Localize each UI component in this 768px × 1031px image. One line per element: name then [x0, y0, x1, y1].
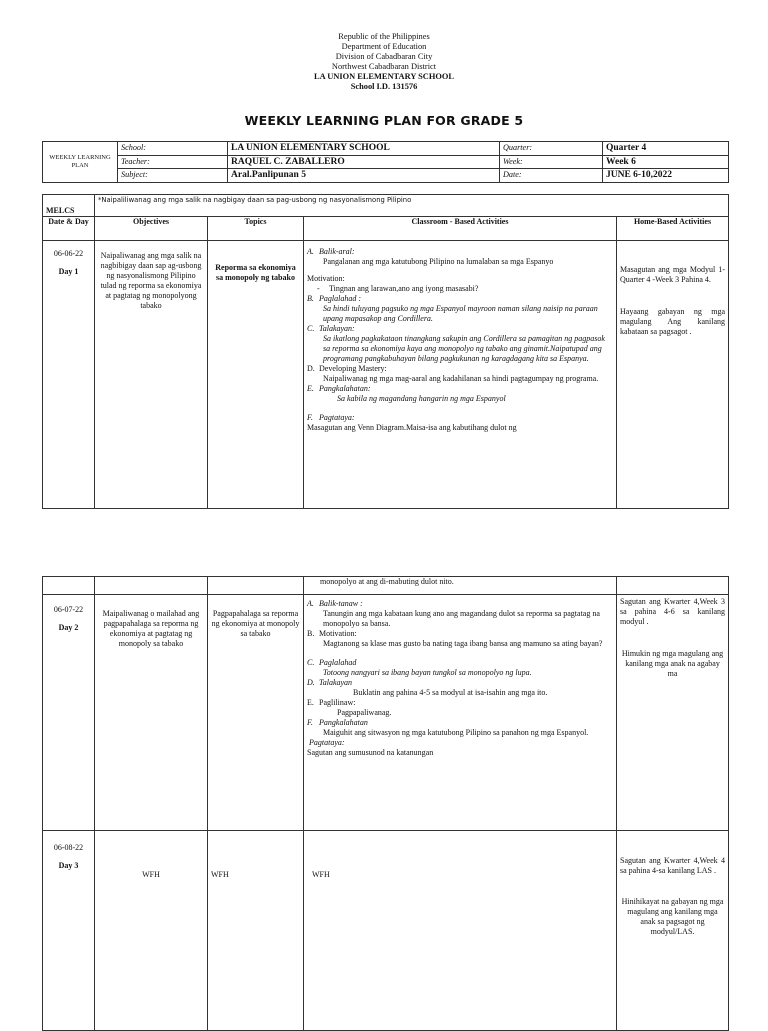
cont-home-cell: [617, 577, 729, 595]
day2-a-label: Balik-tanaw :: [319, 599, 363, 608]
table-row: [43, 577, 729, 595]
table-row: [43, 595, 729, 831]
day2-d-letter: D.: [307, 678, 315, 687]
day2-f-letter: F.: [307, 718, 313, 727]
header-classroom-activities: Classroom - Based Activities: [304, 217, 617, 241]
day1-c-text: Sa ikatlong pagkakataon tinangkang sakupin ang Cordillera sa pamagitan ng pagpasok sa reporma sa ekonomiya kaya ang monopolyo ng tabako ang ginamit.Naipatupad ang programang pangkabuhayan bilang pagkukunan ng karagdagang kita sa Espanya.: [323, 334, 605, 363]
school-id: School I.D. 131576: [350, 82, 418, 91]
subject-value: Aral.Panlipunan 5: [228, 169, 500, 183]
day3-objective: WFH: [95, 831, 208, 1031]
day3-activities: WFH: [304, 831, 617, 1031]
cont-date-cell: [43, 577, 95, 595]
day1-objective: Naipaliwanag ang mga salik na nagbibigay daan sap ag-usbong ng nasyonalismong Pilipino tulad ng reporma sa ekonomiya at pagtatag ng monopolyong tabako: [95, 241, 208, 509]
day2-b-text: Magtanong sa klase mas gusto ba nating taga ibang bansa ang mamuno sa ating bayan?: [323, 639, 603, 648]
day1-e-text: Sa kabila ng magandang hangarin ng mga Espanyol: [337, 394, 506, 403]
day2-home2: Himukin ng mga magulang ang kanilang mga anak na agabay ma: [621, 649, 724, 678]
day1-home1: Masagutan ang mga Modyul 1- Quarter 4 -Week 3 Pahina 4.: [620, 265, 726, 284]
school-value: LA UNION ELEMENTARY SCHOOL: [228, 142, 500, 156]
day2-objective: Maipaliwanag o mailahad ang pagpapahalaga sa reporma ng ekonomiya at pagtatag ng monopoly sa tabako: [95, 595, 208, 831]
day2-e-label: Paglilinaw:: [319, 698, 356, 707]
day1-day: Day 1: [58, 267, 79, 276]
day1-f-letter: F.: [307, 413, 313, 422]
day2-g-label: Pagtataya:: [309, 738, 345, 747]
teacher-label: Teacher:: [118, 155, 228, 169]
cont-activities: monopolyo at ang di-mabuting dulot nito.: [304, 577, 617, 595]
day1-c-label: Talakayan:: [319, 324, 355, 333]
subject-label: Subject:: [118, 169, 228, 183]
teacher-value: RAQUEL C. ZABALLERO: [228, 155, 500, 169]
day1-a-text: Pangalanan ang mga katutubong Pilipino na lumalaban sa mga Espanyo: [323, 257, 554, 266]
day2-c-letter: C.: [307, 658, 315, 667]
day2-b-label: Motivation:: [319, 629, 357, 638]
day2-a-letter: A.: [307, 599, 314, 608]
school-name: LA UNION ELEMENTARY SCHOOL: [313, 72, 454, 81]
day2-f-label: Pangkalahatan: [319, 718, 368, 727]
day2-e-letter: E.: [307, 698, 314, 707]
day1-f-label: Pagtataya:: [319, 413, 355, 422]
day2-home-activities: [617, 595, 729, 831]
day3-day: Day 3: [58, 861, 79, 870]
day1-motivation: Motivation:: [307, 274, 345, 283]
day2-c-label: Paglalahad: [319, 658, 357, 667]
week-label: Week:: [500, 155, 603, 169]
header-date-day: Date & Day: [43, 217, 95, 241]
day1-motivation-text: Tingnan ang larawan,ano ang iyong masasabi?: [329, 284, 479, 293]
day1-d-label: Developing Mastery:: [319, 364, 387, 373]
melcs-text: *Naipaliliwanag ang mga salik na nagbigay daan sa pag-usbong ng nasyonalismong Pilipino: [95, 195, 729, 217]
info-table: [42, 141, 729, 183]
week-value: Week 6: [603, 155, 729, 169]
day2-date-cell: [43, 595, 95, 831]
day1-e-label: Pangkalahatan:: [319, 384, 371, 393]
day2-e-text: Pagpapaliwanag.: [337, 708, 392, 717]
day1-e-letter: E.: [307, 384, 314, 393]
day1-b-label: Paglalahad :: [319, 294, 361, 303]
day2-home1: Sagutan ang Kwarter 4,Week 3 sa pahina 4-6 sa kanilang modyul .: [620, 597, 725, 626]
day1-c-letter: C.: [307, 324, 315, 333]
day3-home-activities: [617, 831, 729, 1031]
day3-topic: WFH: [208, 831, 304, 1031]
day2-topic: Pagpapahalaga sa reporma ng ekonomiya at monopoly sa tabako: [208, 595, 304, 831]
day1-date: 06-06-22: [53, 249, 84, 258]
day1-a-label: Balik-aral:: [319, 247, 355, 256]
deped-header: [0, 32, 768, 92]
day2-g-text: Sagutan ang sumusunod na katanungan: [307, 748, 434, 757]
header-home-activities: Home-Based Activities: [617, 217, 729, 241]
day1-motivation-dash: -: [317, 284, 320, 293]
learning-plan-table: [42, 194, 729, 509]
weekly-learning-plan-label: WEEKLY LEARNING PLAN: [43, 142, 118, 183]
melcs-label: MELCS: [43, 195, 95, 217]
day2-c-text: Totoong nangyari sa ibang bayan tungkol sa monopolyo ng lupa.: [323, 668, 532, 677]
day1-d-text: Naipaliwanag ng mga mag-aaral ang kadahilanan sa hindi pagtagumpay ng programa.: [323, 374, 599, 383]
quarter-label: Quarter:: [500, 142, 603, 156]
day3-date: 06-08-22: [53, 843, 84, 852]
day3-home2: Hinihikayat na gabayan ng mga magulang ang kanilang mga anak sa pagsagot ng modyul/LAS.: [621, 897, 724, 936]
day1-home2: Hayaang gabayan ng mga magulang Ang kanilang kabataan sa pagsagot .: [620, 307, 726, 336]
day2-d-text: Buklatin ang pahina 4-5 sa modyul at isa-isahin ang mga ito.: [353, 688, 548, 697]
date-label: Date:: [500, 169, 603, 183]
day1-activities: [304, 241, 617, 509]
day1-f-text: Masagutan ang Venn Diagram.Maisa-isa ang kabutihang dulot ng: [307, 423, 517, 432]
header-objectives: Objectives: [95, 217, 208, 241]
cont-objective-cell: [95, 577, 208, 595]
table-row: [43, 831, 729, 1031]
day1-a-letter: A.: [307, 247, 314, 256]
header-topics: Topics: [208, 217, 304, 241]
table-row: [43, 241, 729, 509]
day2-day: Day 2: [58, 623, 79, 632]
day1-topic: Reporma sa ekonomiya sa monopoly ng tabako: [208, 241, 304, 509]
page-title: WEEKLY LEARNING PLAN FOR GRADE 5: [244, 113, 524, 128]
learning-plan-table-continued: [42, 576, 729, 1031]
school-label: School:: [118, 142, 228, 156]
day3-home1: Sagutan ang Kwarter 4,Week 4 sa pahina 4-sa kanilang LAS .: [620, 856, 725, 875]
day1-b-letter: B.: [307, 294, 314, 303]
day2-activities: [304, 595, 617, 831]
date-value: JUNE 6-10,2022: [603, 169, 729, 183]
day2-a-text: Tanungin ang mga kabataan kung ano ang magandang dulot sa reporma sa pagtatag na monopolyo sa bansa.: [323, 609, 600, 628]
day1-b-text: Sa hindi tuluyang pagsuko ng mga Espanyol mayroon naman silang naisip na paraan upang mapasakop ang Cordillera.: [323, 304, 598, 323]
header-line: Northwest Cabadbaran District: [331, 62, 437, 71]
header-line: Department of Education: [341, 42, 427, 51]
cont-topic-cell: [208, 577, 304, 595]
day2-date: 06-07-22: [53, 605, 84, 614]
day1-home-activities: [617, 241, 729, 509]
day2-b-letter: B.: [307, 629, 315, 638]
day1-date-cell: [43, 241, 95, 509]
header-line: Republic of the Philippines: [338, 32, 430, 41]
day2-f-text: Maiguhit ang sitwasyon ng mga katutubong Pilipino sa panahon ng mga Espanyol.: [323, 728, 589, 737]
day2-d-label: Talakayan: [319, 678, 353, 687]
day3-date-cell: [43, 831, 95, 1031]
header-line: Division of Cabadbaran City: [335, 52, 433, 61]
quarter-value: Quarter 4: [603, 142, 729, 156]
day1-d-letter: D.: [307, 364, 315, 373]
